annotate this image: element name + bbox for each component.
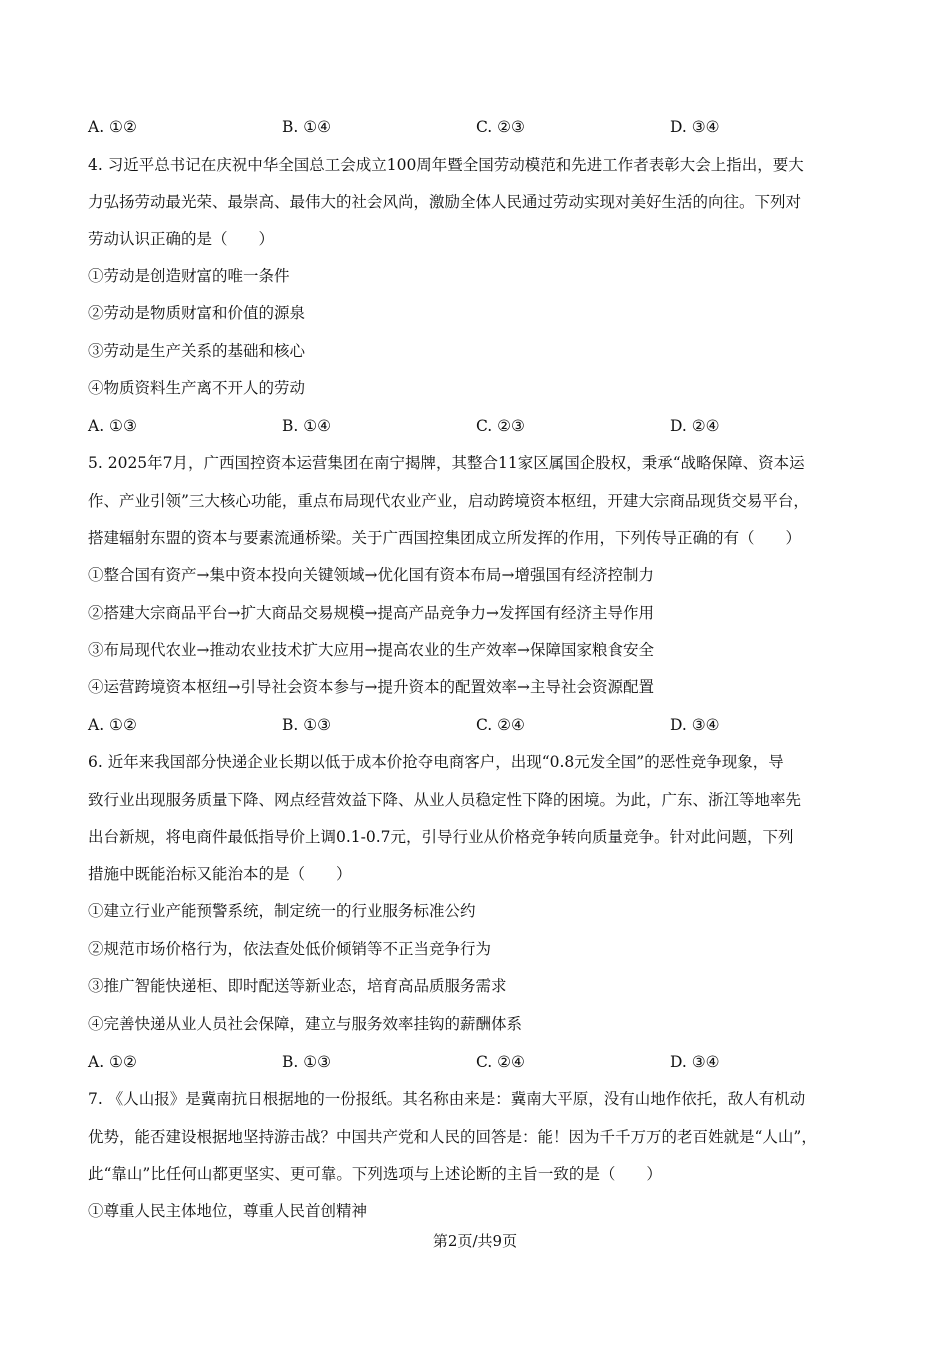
q4-stem-line-1: 4. 习近平总书记在庆祝中华全国总工会成立100周年暨全国劳动模范和先进工作者表彰大会上指出，要大 (88, 156, 804, 174)
q6-stem-line-3: 出台新规，将电商件最低指导价上调0.1-0.7元，引导行业从价格竞争转向质量竞争。针对此问题，下列 (88, 828, 794, 846)
q5-item-4: ④运营跨境资本枢纽→引导社会资本参与→提升资本的配置效率→主导社会资源配置 (88, 678, 654, 696)
q5-option-b: B. ①③ (282, 716, 332, 734)
q3-option-c: C. ②③ (476, 118, 525, 136)
q4-option-c: C. ②③ (476, 417, 525, 435)
q4-option-d: D. ②④ (670, 417, 720, 435)
q5-option-a: A. ①② (88, 716, 137, 734)
q6-stem-line-1: 6. 近年来我国部分快递企业长期以低于成本价抢夺电商客户，出现“0.8元发全国”的恶性竞争现象，导 (88, 753, 784, 771)
q5-stem-line-1: 5. 2025年7月，广西国控资本运营集团在南宁揭牌，其整合11家区属国企股权，秉承“战略保障、资本运 (88, 454, 805, 472)
q7-item-1: ①尊重人民主体地位，尊重人民首创精神 (88, 1202, 368, 1220)
q5-item-2: ②搭建大宗商品平台→扩大商品交易规模→提高产品竞争力→发挥国有经济主导作用 (88, 604, 654, 622)
q4-option-a: A. ①③ (88, 417, 137, 435)
q5-item-3: ③布局现代农业→推动农业技术扩大应用→提高农业的生产效率→保障国家粮食安全 (88, 641, 654, 659)
q4-item-3: ③劳动是生产关系的基础和核心 (88, 342, 306, 360)
q7-stem-line-2: 优势，能否建设根据地坚持游击战？中国共产党和人民的回答是：能！因为千千万万的老百姓就是“人山”， (88, 1128, 817, 1146)
q4-option-b: B. ①④ (282, 417, 332, 435)
q5-stem-line-2: 作、产业引领”三大核心功能，重点布局现代农业产业，启动跨境资本枢纽，开建大宗商品现货交易平台， (88, 492, 809, 510)
q7-stem-line-3: 此“靠山”比任何山都更坚实、更可靠。下列选项与上述论断的主旨一致的是（ ） (88, 1165, 662, 1183)
q4-item-4: ④物质资料生产离不开人的劳动 (88, 379, 306, 397)
q4-options (88, 416, 868, 436)
q6-item-4: ④完善快递从业人员社会保障，建立与服务效率挂钩的薪酬体系 (88, 1015, 523, 1033)
q6-stem-line-2: 致行业出现服务质量下降、网点经营效益下降、从业人员稳定性下降的困境。为此，广东、浙江等地率先 (88, 791, 802, 809)
q3-option-d: D. ③④ (670, 118, 720, 136)
q4-item-1: ①劳动是创造财富的唯一条件 (88, 267, 290, 285)
q7-stem-line-1: 7. 《人山报》是冀南抗日根据地的一份报纸。其名称由来是：冀南大平原，没有山地作依托，敌人有机动 (88, 1090, 806, 1108)
q3-option-a: A. ①② (88, 118, 137, 136)
q4-stem-line-3: 劳动认识正确的是（ ） (88, 230, 275, 248)
q3-options (88, 117, 868, 137)
q5-option-d: D. ③④ (670, 716, 720, 734)
q5-item-1: ①整合国有资产→集中资本投向关键领域→优化国有资本布局→增强国有经济控制力 (88, 566, 654, 584)
q6-options (88, 1052, 868, 1072)
q5-stem-line-3: 搭建辐射东盟的资本与要素流通桥梁。关于广西国控集团成立所发挥的作用，下列传导正确的有（ ） (88, 529, 802, 547)
q6-option-b: B. ①③ (282, 1053, 332, 1071)
q6-item-2: ②规范市场价格行为，依法查处低价倾销等不正当竞争行为 (88, 940, 492, 958)
q5-option-c: C. ②④ (476, 716, 525, 734)
q6-option-c: C. ②④ (476, 1053, 525, 1071)
q6-item-1: ①建立行业产能预警系统，制定统一的行业服务标准公约 (88, 902, 476, 920)
q6-item-3: ③推广智能快递柜、即时配送等新业态，培育高品质服务需求 (88, 977, 507, 995)
q6-option-a: A. ①② (88, 1053, 137, 1071)
q6-stem-line-4: 措施中既能治标又能治本的是（ ） (88, 865, 352, 883)
q5-options (88, 715, 868, 735)
q4-stem-line-2: 力弘扬劳动最光荣、最崇高、最伟大的社会风尚，激励全体人民通过劳动实现对美好生活的向往。下列对 (88, 193, 802, 211)
q6-option-d: D. ③④ (670, 1053, 720, 1071)
page-number-footer: 第2页/共9页 (432, 1232, 518, 1250)
q3-option-b: B. ①④ (282, 118, 332, 136)
q4-item-2: ②劳动是物质财富和价值的源泉 (88, 304, 306, 322)
